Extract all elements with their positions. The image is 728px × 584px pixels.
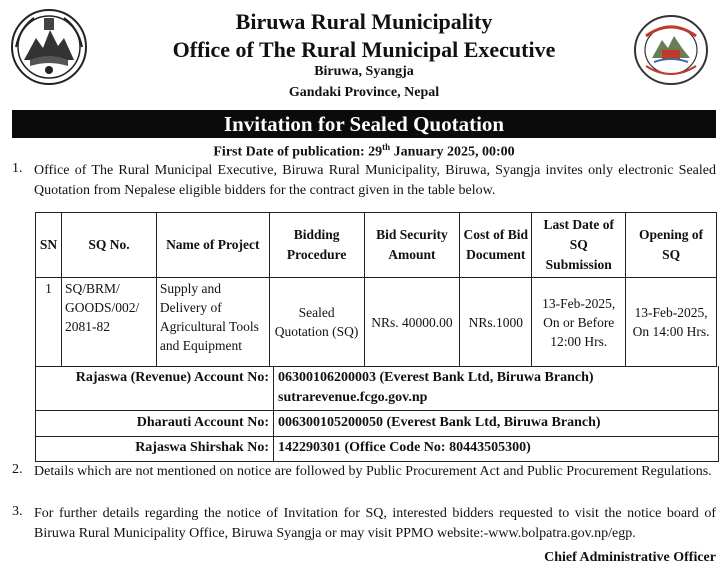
municipality-seal-icon bbox=[632, 14, 710, 86]
table-header-row bbox=[36, 213, 717, 278]
paragraph-number: 2. bbox=[12, 462, 23, 477]
cell-last-date: 13-Feb-2025, On or Before 12:00 Hrs. bbox=[532, 278, 626, 367]
header-last-date: Last Date of SQ Submission bbox=[532, 213, 626, 278]
header-sn: SN bbox=[36, 213, 62, 278]
paragraph-number: 1. bbox=[12, 161, 23, 176]
address-line-2: Gandaki Province, Nepal bbox=[288, 85, 440, 100]
notice-title-banner: Invitation for Sealed Quotation bbox=[12, 110, 716, 138]
revenue-website: sutrarevenue.fcgo.gov.np bbox=[278, 390, 428, 405]
invitation-paragraph: Office of The Rural Municipal Executive, Biruwa Rural Municipality, Biruwa, Syangja invites only electronic Sealed Quotation from Nepalese eligible bidders for the contract given in the table below. bbox=[34, 163, 716, 198]
quotation-table bbox=[35, 212, 717, 367]
paragraph-number: 3. bbox=[12, 504, 23, 519]
revenue-account-label: Rajaswa (Revenue) Account No: bbox=[75, 370, 269, 385]
dharauti-account-row bbox=[35, 411, 719, 437]
signatory-title: Chief Administrative Officer bbox=[544, 550, 716, 565]
table-row bbox=[36, 278, 717, 367]
revenue-account-value: 06300106200003 (Everest Bank Ltd, Biruwa Branch) sutrarevenue.fcgo.gov.np bbox=[273, 366, 594, 412]
header-procedure: Bidding Procedure bbox=[269, 213, 364, 278]
header-cost: Cost of Bid Document bbox=[460, 213, 532, 278]
header-project: Name of Project bbox=[156, 213, 269, 278]
cell-procedure: Sealed Quotation (SQ) bbox=[269, 278, 364, 367]
cell-opening: 13-Feb-2025, On 14:00 Hrs. bbox=[626, 278, 717, 367]
further-details-paragraph: For further details regarding the notice of Invitation for SQ, interested bidders requested to visit the notice board of Biruwa Rural Municipality Office, Biruwa Syangja or may visit PPMO website:-www.bolpatra.gov.np/egp. bbox=[34, 506, 716, 541]
details-paragraph: Details which are not mentioned on notice are followed by Public Procurement Act and Public Procurement Regulations. bbox=[34, 464, 712, 479]
address-line-1: Biruwa, Syangja bbox=[314, 64, 414, 79]
municipality-name: Biruwa Rural Municipality bbox=[235, 9, 493, 34]
shirshak-label: Rajaswa Shirshak No: bbox=[135, 440, 269, 455]
cell-security: NRs. 40000.00 bbox=[364, 278, 460, 367]
cell-project: Supply and Delivery of Agricultural Tools and Equipment bbox=[156, 278, 269, 367]
cell-sq-no: SQ/BRM/ GOODS/002/ 2081-82 bbox=[61, 278, 156, 367]
header-opening: Opening of SQ bbox=[626, 213, 717, 278]
office-name: Office of The Rural Municipal Executive bbox=[172, 37, 556, 62]
shirshak-row bbox=[35, 437, 719, 462]
dharauti-account-value: 006300105200050 (Everest Bank Ltd, Biruwa Branch) bbox=[273, 411, 601, 436]
header-sq-no: SQ No. bbox=[61, 213, 156, 278]
cell-sn: 1 bbox=[36, 278, 62, 367]
dharauti-account-label: Dharauti Account No: bbox=[136, 415, 269, 430]
nepal-emblem-icon bbox=[10, 8, 88, 86]
revenue-account-row bbox=[35, 366, 719, 411]
header-security: Bid Security Amount bbox=[364, 213, 460, 278]
cell-cost: NRs.1000 bbox=[460, 278, 532, 367]
shirshak-value: 142290301 (Office Code No: 80443505300) bbox=[273, 437, 531, 461]
publication-date: First Date of publication: 29th January 2025, 00:00 bbox=[213, 142, 515, 160]
